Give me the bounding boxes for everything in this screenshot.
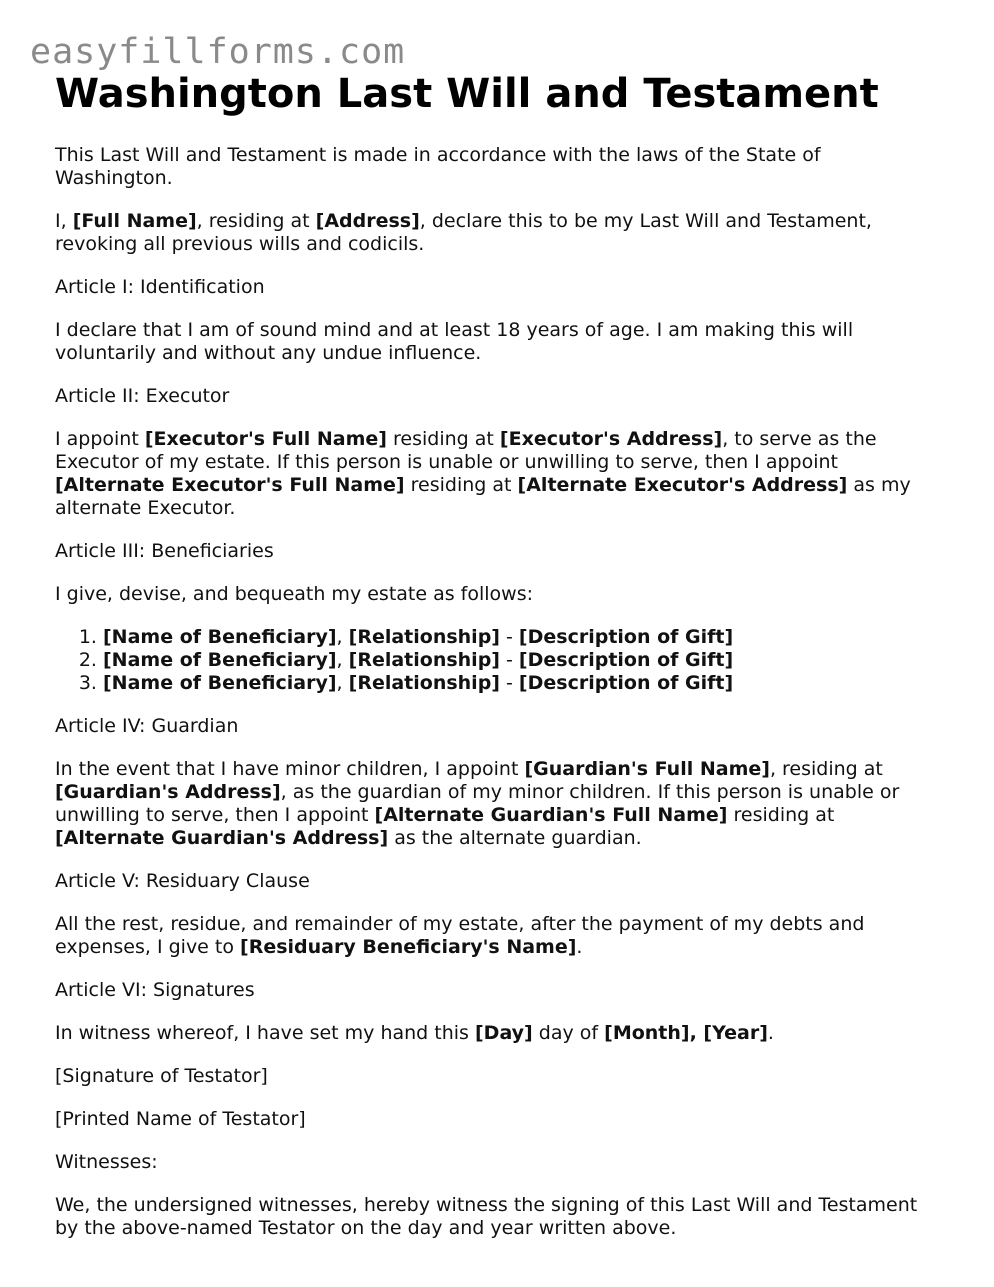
signature-line: [Signature of Testator] — [55, 1065, 268, 1087]
article-6-t3: . — [767, 1022, 774, 1044]
alt-executor-name-field: [Alternate Executor's Full Name] — [55, 474, 405, 496]
gift-description-field: [Description of Gift] — [518, 626, 734, 648]
month-year-field: [Month], [Year] — [604, 1022, 768, 1044]
separator: , — [336, 626, 349, 648]
article-2-t4: residing at — [404, 474, 518, 496]
declaration-prefix: I, — [55, 210, 73, 232]
article-4-t2: , residing at — [769, 758, 883, 780]
separator: - — [499, 626, 519, 648]
beneficiary-list — [55, 626, 940, 695]
declaration-middle: , residing at — [196, 210, 316, 232]
relationship-field: [Relationship] — [348, 672, 500, 694]
article-1-text: I declare that I am of sound mind and at least 18 years of age. I am making this will voluntarily and without any undue influence. — [55, 319, 854, 364]
watermark: easyfillforms.com — [30, 32, 406, 72]
article-2-t2: residing at — [386, 428, 500, 450]
article-3-heading: Article III: Beneficiaries — [55, 540, 274, 562]
beneficiary-item — [103, 626, 940, 649]
article-2-heading: Article II: Executor — [55, 385, 230, 407]
day-field: [Day] — [474, 1022, 533, 1044]
executor-address-field: [Executor's Address] — [499, 428, 723, 450]
beneficiary-name-field: [Name of Beneficiary] — [103, 626, 337, 648]
page-title: Washington Last Will and Testament — [55, 71, 879, 117]
article-2-text — [55, 428, 940, 520]
article-5-text — [55, 913, 940, 959]
declaration-paragraph — [55, 210, 940, 256]
article-5-heading: Article V: Residuary Clause — [55, 870, 310, 892]
residuary-beneficiary-field: [Residuary Beneficiary's Name] — [240, 936, 577, 958]
article-6-heading: Article VI: Signatures — [55, 979, 255, 1001]
printed-name-line: [Printed Name of Testator] — [55, 1108, 306, 1130]
article-2-t1: I appoint — [55, 428, 145, 450]
article-5-t2: . — [576, 936, 583, 958]
beneficiary-item — [103, 649, 940, 672]
separator: , — [336, 672, 349, 694]
article-6-t2: day of — [532, 1022, 605, 1044]
witnesses-heading: Witnesses: — [55, 1151, 158, 1173]
full-name-field: [Full Name] — [72, 210, 197, 232]
article-1-heading: Article I: Identification — [55, 276, 265, 298]
separator: - — [499, 672, 519, 694]
article-4-t5: as the alternate guardian. — [388, 827, 642, 849]
article-4-t3: , as the guardian of my minor children. If this person is unable or unwilling to serve, then I appoint — [55, 781, 900, 826]
article-4-t1: In the event that I have minor children, I appoint — [55, 758, 525, 780]
beneficiary-name-field: [Name of Beneficiary] — [103, 672, 337, 694]
article-6-text — [55, 1022, 940, 1045]
relationship-field: [Relationship] — [348, 649, 500, 671]
gift-description-field: [Description of Gift] — [518, 672, 734, 694]
article-3-text: I give, devise, and bequeath my estate as follows: — [55, 583, 534, 605]
document-body — [55, 144, 940, 1260]
relationship-field: [Relationship] — [348, 626, 500, 648]
guardian-address-field: [Guardian's Address] — [55, 781, 281, 803]
article-4-t4: residing at — [727, 804, 835, 826]
alt-guardian-name-field: [Alternate Guardian's Full Name] — [374, 804, 728, 826]
article-4-text — [55, 758, 940, 850]
gift-description-field: [Description of Gift] — [518, 649, 734, 671]
article-4-heading: Article IV: Guardian — [55, 715, 239, 737]
guardian-name-field: [Guardian's Full Name] — [524, 758, 770, 780]
article-5-t1: All the rest, residue, and remainder of my estate, after the payment of my debts and expenses, I give to — [55, 913, 865, 958]
alt-executor-address-field: [Alternate Executor's Address] — [517, 474, 848, 496]
executor-name-field: [Executor's Full Name] — [144, 428, 387, 450]
separator: - — [499, 649, 519, 671]
article-2-t3: , to serve as the Executor of my estate. If this person is unable or unwilling to serve, then I appoint — [55, 428, 877, 473]
beneficiary-name-field: [Name of Beneficiary] — [103, 649, 337, 671]
witnesses-text: We, the undersigned witnesses, hereby witness the signing of this Last Will and Testament by the above-named Testator on the day and year written above. — [55, 1194, 918, 1239]
separator: , — [336, 649, 349, 671]
address-field: [Address] — [315, 210, 420, 232]
article-6-t1: In witness whereof, I have set my hand this — [55, 1022, 475, 1044]
beneficiary-item — [103, 672, 940, 695]
declaration-suffix: , declare this to be my Last Will and Testament, revoking all previous wills and codicils. — [55, 210, 872, 255]
article-2-t5: as my alternate Executor. — [55, 474, 911, 519]
intro-paragraph: This Last Will and Testament is made in accordance with the laws of the State of Washington. — [55, 144, 821, 189]
alt-guardian-address-field: [Alternate Guardian's Address] — [55, 827, 389, 849]
